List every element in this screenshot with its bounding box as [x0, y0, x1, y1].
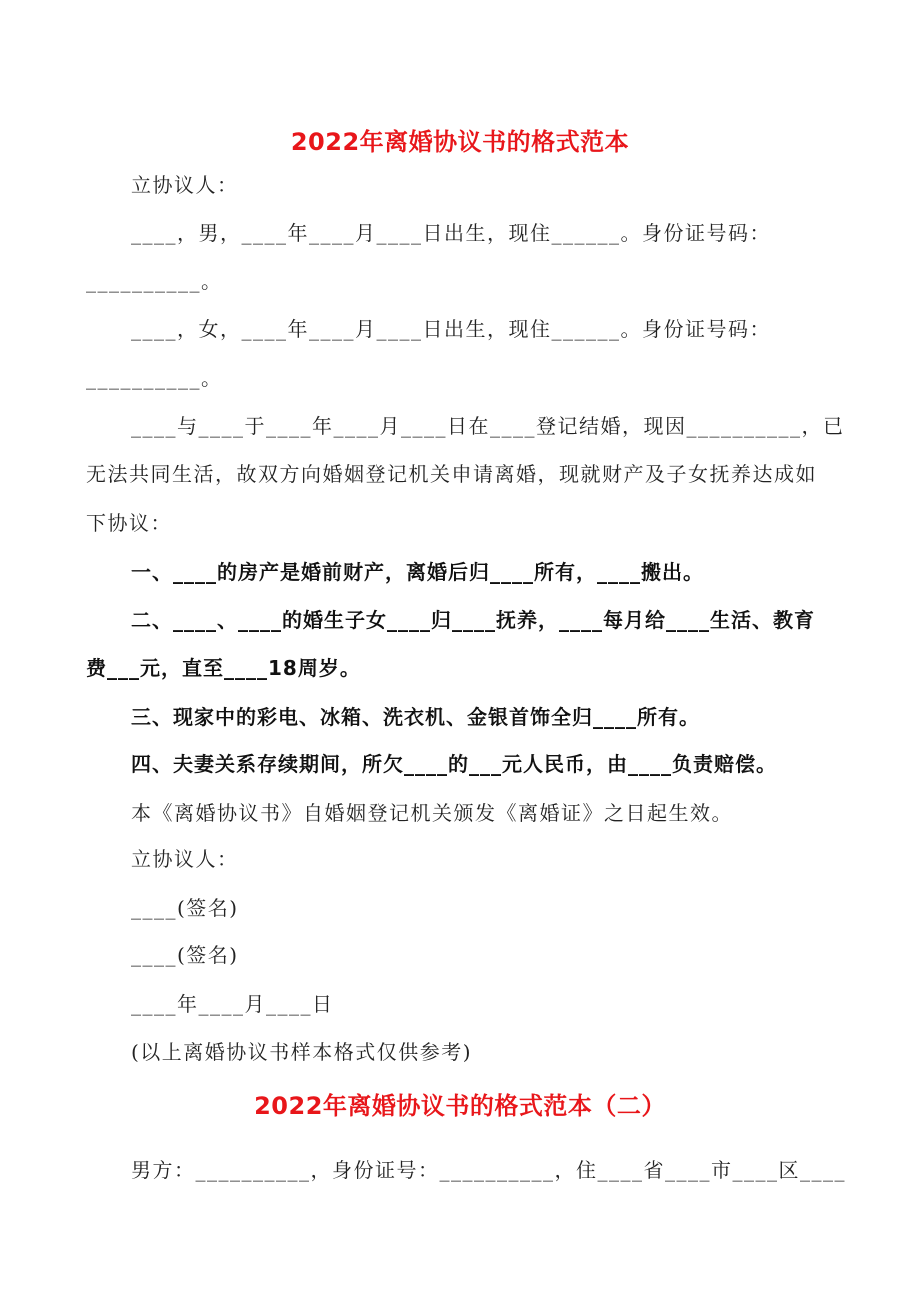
parties-label-2: 立协议人：: [131, 847, 239, 871]
document-title-2: 2022年离婚协议书的格式范本（二）: [254, 1092, 666, 1120]
male-party-info-line: 男方：__________，身份证号：__________，住____省____市____区____: [131, 1158, 846, 1182]
female-party-line: ____，女，____年____月____日出生，现住______。身份证号码：: [131, 317, 771, 341]
signature-line-2: ____(签名): [131, 943, 239, 967]
clause-4: 四、夫妻关系存续期间，所欠____的___元人民币，由____负责赔偿。: [131, 752, 777, 776]
clause-1: 一、____的房产是婚前财产，离婚后归____所有，____搬出。: [131, 560, 704, 584]
parties-label: 立协议人：: [131, 173, 239, 197]
male-id-line: __________。: [86, 269, 223, 293]
marriage-paragraph-line-2: 无法共同生活，故双方向婚姻登记机关申请离婚，现就财产及子女抚养达成如: [86, 462, 817, 486]
effect-line: 本《离婚协议书》自婚姻登记机关颁发《离婚证》之日起生效。: [131, 801, 733, 825]
signature-line-1: ____(签名): [131, 896, 239, 920]
reference-note: (以上离婚协议书样本格式仅供参考): [131, 1040, 473, 1064]
marriage-paragraph-line-1: ____与____于____年____月____日在____登记结婚，现因__________，已: [131, 414, 845, 438]
marriage-paragraph-line-3: 下协议：: [86, 511, 172, 535]
male-party-line: ____，男，____年____月____日出生，现住______。身份证号码：: [131, 221, 771, 245]
clause-3: 三、现家中的彩电、冰箱、洗衣机、金银首饰全归____所有。: [131, 705, 700, 729]
female-id-line: __________。: [86, 366, 223, 390]
document-title: 2022年离婚协议书的格式范本: [290, 128, 630, 156]
clause-2-line-2: 费___元，直至____18周岁。: [86, 656, 361, 680]
date-line: ____年____月____日: [131, 992, 334, 1016]
clause-2-line-1: 二、____、____的婚生子女____归____抚养，____每月给____生活、教育: [131, 608, 815, 632]
